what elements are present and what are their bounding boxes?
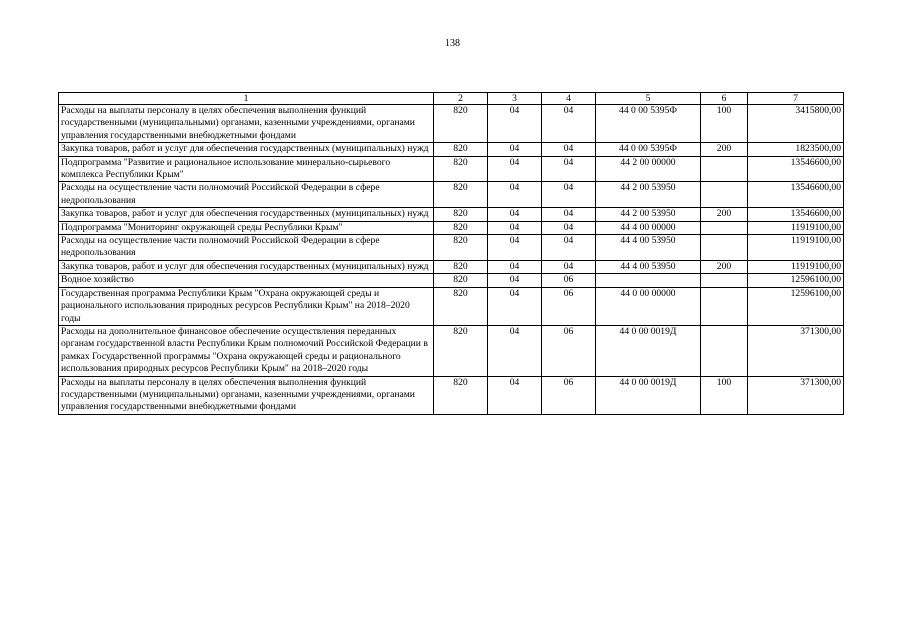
section-code-cell: 04 <box>488 325 542 376</box>
admin-code-cell: 820 <box>434 105 488 143</box>
expense-name-cell: Государственная программа Республики Крым "Охрана окружающей среды и рационального использования природных ресурсов Республики Крым" на 2018–2020 годы <box>59 287 434 325</box>
admin-code-cell: 820 <box>434 325 488 376</box>
section-code-cell: 04 <box>488 208 542 221</box>
expense-type-cell <box>701 325 748 376</box>
subsection-code-cell: 06 <box>542 287 596 325</box>
amount-cell: 11919100,00 <box>748 221 844 234</box>
section-code-cell: 04 <box>488 156 542 182</box>
subsection-code-cell: 06 <box>542 325 596 376</box>
section-code-cell: 04 <box>488 235 542 261</box>
target-article-cell: 44 4 00 00000 <box>596 221 701 234</box>
column-header-4: 4 <box>542 93 596 105</box>
expense-type-cell: 200 <box>701 260 748 273</box>
amount-cell: 371300,00 <box>748 376 844 414</box>
amount-cell: 12596100,00 <box>748 287 844 325</box>
amount-cell: 13546600,00 <box>748 182 844 208</box>
table-row <box>59 260 844 273</box>
table-row <box>59 274 844 287</box>
table-row <box>59 156 844 182</box>
section-code-cell: 04 <box>488 376 542 414</box>
admin-code-cell: 820 <box>434 156 488 182</box>
section-code-cell: 04 <box>488 143 542 156</box>
amount-cell: 1823500,00 <box>748 143 844 156</box>
amount-cell: 11919100,00 <box>748 260 844 273</box>
target-article-cell: 44 0 00 00000 <box>596 287 701 325</box>
expense-name-cell: Закупка товаров, работ и услуг для обеспечения государственных (муниципальных) нужд <box>59 143 434 156</box>
subsection-code-cell: 04 <box>542 260 596 273</box>
expense-type-cell: 100 <box>701 376 748 414</box>
column-header-3: 3 <box>488 93 542 105</box>
admin-code-cell: 820 <box>434 260 488 273</box>
table-row <box>59 325 844 376</box>
expense-name-cell: Подпрограмма "Развитие и рациональное использование минерально-сырьевого комплекса Республики Крым" <box>59 156 434 182</box>
admin-code-cell: 820 <box>434 208 488 221</box>
column-header-7: 7 <box>748 93 844 105</box>
admin-code-cell: 820 <box>434 235 488 261</box>
expense-name-cell: Закупка товаров, работ и услуг для обеспечения государственных (муниципальных) нужд <box>59 260 434 273</box>
expense-type-cell: 100 <box>701 105 748 143</box>
target-article-cell: 44 2 00 00000 <box>596 156 701 182</box>
expense-name-cell: Закупка товаров, работ и услуг для обеспечения государственных (муниципальных) нужд <box>59 208 434 221</box>
expense-type-cell <box>701 182 748 208</box>
column-header-1: 1 <box>59 93 434 105</box>
admin-code-cell: 820 <box>434 376 488 414</box>
admin-code-cell: 820 <box>434 287 488 325</box>
table-row <box>59 208 844 221</box>
table-row <box>59 287 844 325</box>
amount-cell: 11919100,00 <box>748 235 844 261</box>
admin-code-cell: 820 <box>434 143 488 156</box>
target-article-cell: 44 2 00 53950 <box>596 208 701 221</box>
target-article-cell: 44 0 00 0019Д <box>596 325 701 376</box>
subsection-code-cell: 04 <box>542 221 596 234</box>
column-header-5: 5 <box>596 93 701 105</box>
page-number: 138 <box>445 38 460 49</box>
section-code-cell: 04 <box>488 182 542 208</box>
expense-type-cell <box>701 287 748 325</box>
target-article-cell: 44 0 00 0019Д <box>596 376 701 414</box>
amount-cell: 13546600,00 <box>748 156 844 182</box>
expense-type-cell: 200 <box>701 208 748 221</box>
subsection-code-cell: 04 <box>542 182 596 208</box>
amount-cell: 371300,00 <box>748 325 844 376</box>
expense-name-cell: Расходы на выплаты персоналу в целях обеспечения выполнения функций государственными (муниципальными) органами, казенными учреждениями, органами управления государственными внебюджетными фондами <box>59 105 434 143</box>
section-code-cell: 04 <box>488 105 542 143</box>
subsection-code-cell: 04 <box>542 235 596 261</box>
section-code-cell: 04 <box>488 260 542 273</box>
subsection-code-cell: 06 <box>542 274 596 287</box>
admin-code-cell: 820 <box>434 182 488 208</box>
budget-table <box>58 92 844 415</box>
subsection-code-cell: 04 <box>542 105 596 143</box>
header-row <box>59 93 844 105</box>
target-article-cell: 44 0 00 5395Ф <box>596 143 701 156</box>
amount-cell: 13546600,00 <box>748 208 844 221</box>
target-article-cell: 44 4 00 53950 <box>596 235 701 261</box>
expense-type-cell <box>701 274 748 287</box>
table-row <box>59 376 844 414</box>
table-row <box>59 143 844 156</box>
admin-code-cell: 820 <box>434 274 488 287</box>
subsection-code-cell: 06 <box>542 376 596 414</box>
subsection-code-cell: 04 <box>542 156 596 182</box>
target-article-cell <box>596 274 701 287</box>
admin-code-cell: 820 <box>434 221 488 234</box>
amount-cell: 12596100,00 <box>748 274 844 287</box>
expense-type-cell <box>701 156 748 182</box>
amount-cell: 3415800,00 <box>748 105 844 143</box>
expense-type-cell <box>701 235 748 261</box>
column-header-6: 6 <box>701 93 748 105</box>
expense-name-cell: Расходы на осуществление части полномочий Российской Федерации в сфере недропользования <box>59 182 434 208</box>
target-article-cell: 44 4 00 53950 <box>596 260 701 273</box>
expense-name-cell: Расходы на выплаты персоналу в целях обеспечения выполнения функций государственными (муниципальными) органами, казенными учреждениями, органами управления государственными внебюджетными фондами <box>59 376 434 414</box>
section-code-cell: 04 <box>488 274 542 287</box>
expense-name-cell: Подпрограмма "Мониторинг окружающей среды Республики Крым" <box>59 221 434 234</box>
expense-type-cell: 200 <box>701 143 748 156</box>
table-row <box>59 221 844 234</box>
target-article-cell: 44 0 00 5395Ф <box>596 105 701 143</box>
table-row <box>59 105 844 143</box>
target-article-cell: 44 2 00 53950 <box>596 182 701 208</box>
section-code-cell: 04 <box>488 287 542 325</box>
subsection-code-cell: 04 <box>542 208 596 221</box>
table-row <box>59 182 844 208</box>
expense-name-cell: Расходы на осуществление части полномочий Российской Федерации в сфере недропользования <box>59 235 434 261</box>
table-row <box>59 235 844 261</box>
section-code-cell: 04 <box>488 221 542 234</box>
expense-name-cell: Расходы на дополнительное финансовое обеспечение осуществления переданных органам государственной власти Республики Крым полномочий Российской Федерации в рамках Государственной программы "Охрана окружающей среды и рационального использования природных ресурсов Республики Крым" на 2018–2020 годы <box>59 325 434 376</box>
expense-name-cell: Водное хозяйство <box>59 274 434 287</box>
column-header-2: 2 <box>434 93 488 105</box>
subsection-code-cell: 04 <box>542 143 596 156</box>
expense-type-cell <box>701 221 748 234</box>
